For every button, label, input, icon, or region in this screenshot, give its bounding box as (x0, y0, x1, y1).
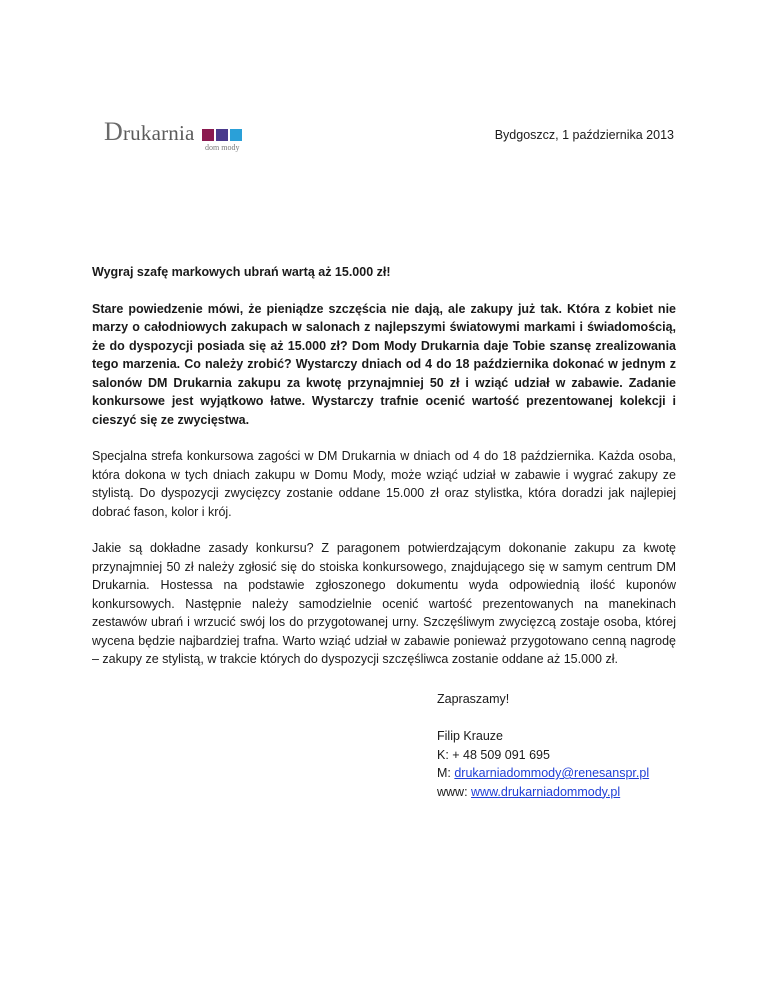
logo-square-3 (230, 129, 242, 141)
paragraph-2: Specjalna strefa konkursowa zagości w DM Drukarnia w dniach od 4 do 18 października. Każda osoba, która dokona w tych dniach zakupu w Domu Mody, może wziąć udział w zabawie i wygrać zakupy ze stylistą. Do dyspozycji zwycięzcy zostanie oddane 15.000 zł oraz stylistka, która doradzi jak najlepiej dobrać fason, kolor i krój. (92, 449, 676, 519)
logo-initial: D (104, 117, 123, 146)
logo-rest: rukarnia (122, 121, 195, 145)
paragraph-3: Jakie są dokładne zasady konkursu? Z paragonem potwierdzającym dokonanie zakupu za kwotę przynajmniej 50 zł należy zgłosić się do stoiska konkursowego, znajdującego się w samym centrum DM Drukarnia. Hostessa na podstawie zgłoszonego dokumentu wyda odpowiednią ilość kuponów konkursowych. Następnie należy samodzielnie ocenić wartość prezentowanych na manekinach zestawów ubrań i wrzucić swój los do przygotowanej urny. Szczęśliwym zwycięzcą zostaje osoba, której wycena będzie najbardziej trafna. Warto wziąć udział w zabawie ponieważ przygotowano cenną nagrodę – zakupy ze stylistą, w trakcie których do dyspozycji szczęśliwca zostanie oddane aż 15.000 zł. (92, 541, 676, 666)
logo-tagline: dom mody (205, 143, 240, 152)
invite-text: Zapraszamy! (437, 692, 510, 706)
email-line (437, 764, 649, 783)
phone-line: K: + 48 509 091 695 (437, 747, 550, 762)
headline: Wygraj szafę markowych ubrań wartą aż 15.000 zł! (92, 265, 391, 279)
website-line (437, 783, 649, 802)
website-prefix: www: (437, 784, 472, 799)
closing-block (437, 690, 649, 801)
logo-square-1 (202, 129, 214, 141)
email-link[interactable]: drukarniadommody@renesanspr.pl (454, 766, 650, 780)
logo-squares (202, 129, 242, 141)
date-line: Bydgoszcz, 1 października 2013 (494, 128, 674, 142)
website-link[interactable]: www.drukarniadommody.pl (471, 784, 621, 799)
drukarnia-logo (104, 117, 254, 156)
press-release-body (92, 263, 676, 687)
spacer (437, 709, 649, 728)
lead-paragraph: Stare powiedzenie mówi, że pieniądze szczęścia nie dają, ale zakupy już tak. Która z kobiet nie marzy o całodniowych zakupach w salonach z najlepszymi światowymi markami i świadomością, że do dyspozycji posiada się aż 15.000 zł? Dom Mody Drukarnia daje Tobie szansę zrealizowania tego marzenia. Co należy zrobić? Wystarczy dniach od 4 do 18 października dokonać w jednym z salonów DM Drukarnia zakupu za kwotę przynajmniej 50 zł i wziąć udział w zabawie. Zadanie konkursowe jest wyjątkowo łatwe. Wystarczy trafnie ocenić wartość prezentowanej kolekcji i cieszyć się ze zwycięstwa. (92, 301, 676, 427)
email-prefix: M: (437, 766, 455, 780)
contact-name: Filip Krauze (437, 729, 503, 743)
logo-wordmark (104, 117, 195, 146)
logo-square-2 (216, 129, 228, 141)
